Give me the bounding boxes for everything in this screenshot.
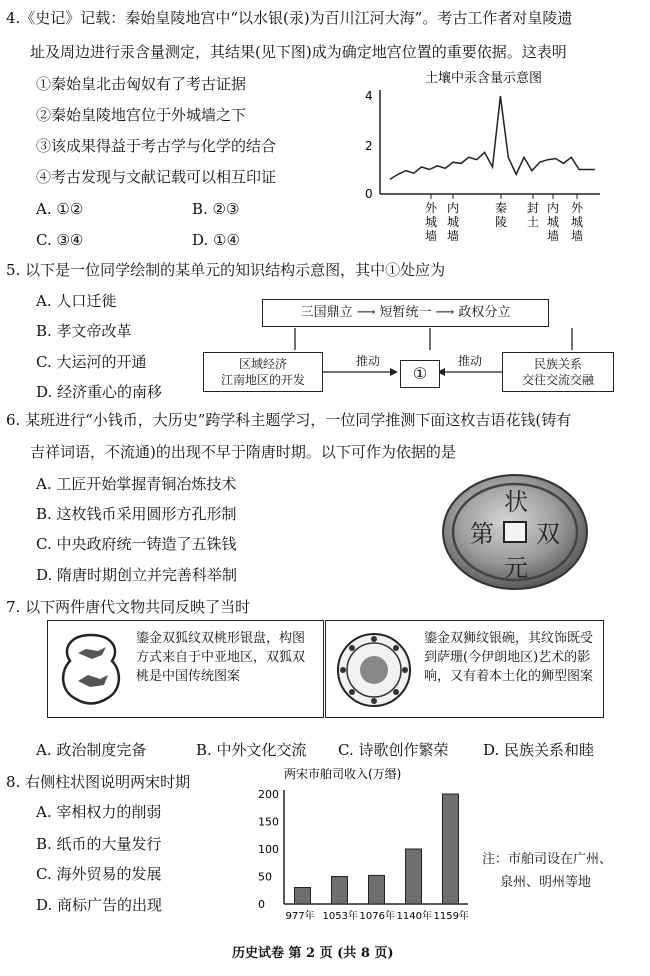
q8-option-a[interactable]: A. 宰相权力的削弱 — [36, 803, 162, 821]
page-footer: 历史试卷 第 2 页 (共 8 页) — [232, 946, 394, 961]
q8-note-line2: 泉州、明州等地 — [500, 875, 592, 890]
mercury-y-tick-2: 2 — [365, 139, 373, 153]
q8-note-line1: 注：市舶司设在广州、 — [482, 852, 613, 867]
bar-1159年 — [443, 794, 459, 904]
q4-statement-2: ②秦始皇陵地宫位于外城墙之下 — [36, 106, 247, 124]
mercury-x-label: 秦陵 — [495, 201, 508, 229]
mercury-x-label: 内城墙 — [547, 201, 560, 243]
diagram-right-line2: 交往交流交融 — [521, 373, 594, 387]
q7-option-a[interactable]: A. 政治制度完备 — [36, 741, 147, 759]
q5-option-b[interactable]: B. 孝文帝改革 — [36, 322, 132, 340]
bar-chart-y-tick: 150 — [258, 815, 279, 829]
q5-option-c[interactable]: C. 大运河的开通 — [36, 353, 147, 371]
bar-chart-y-tick: 50 — [258, 870, 272, 884]
diagram-right-line1: 民族关系 — [533, 357, 582, 371]
q5-option-a[interactable]: A. 人口迁徙 — [36, 292, 117, 310]
q4-statement-1: ①秦始皇北击匈奴有了考古证据 — [36, 75, 247, 93]
mercury-chart-title: 土壤中汞含量示意图 — [425, 71, 543, 86]
diagram-center-text: ① — [412, 364, 428, 383]
q4-option-b[interactable]: B. ②③ — [192, 200, 240, 218]
artifact-silver-bowl-box — [325, 620, 604, 718]
q4-option-c[interactable]: C. ③④ — [36, 231, 84, 249]
q4-stem-line2: 址及周边进行汞含量测定，其结果(见下图)成为确定地宫位置的重要依据。这表明 — [30, 43, 567, 61]
bar-chart-title: 两宋市舶司收入(万缗) — [284, 767, 402, 781]
bar-977年 — [295, 888, 311, 905]
bar-chart-x-label: 1159年 — [433, 911, 469, 922]
diagram-left-line1: 区域经济 — [238, 357, 287, 371]
diagram-top-text: 三国鼎立 ⟶ 短暂统一 ⟶ 政权分立 — [300, 305, 511, 320]
mercury-x-label: 外城墙 — [425, 201, 438, 243]
diagram-edge-left-label: 推动 — [356, 354, 381, 368]
q8-option-c[interactable]: C. 海外贸易的发展 — [36, 865, 162, 883]
q7-option-c[interactable]: C. 诗歌创作繁荣 — [338, 741, 449, 759]
q4-option-a[interactable]: A. ①② — [36, 200, 84, 218]
bar-chart-x-label: 1076年 — [359, 911, 395, 922]
diagram-center-box — [400, 360, 440, 388]
q4-statement-3: ③该成果得益于考古学与化学的结合 — [36, 137, 277, 155]
q6-option-b[interactable]: B. 这枚钱币采用圆形方孔形制 — [36, 505, 237, 523]
q6-stem-line2: 吉祥词语，不流通)的出现不早于隋唐时期。以下可作为依据的是 — [30, 443, 456, 461]
q7-option-d[interactable]: D. 民族关系和睦 — [483, 741, 595, 759]
bar-chart-y-tick: 0 — [258, 898, 265, 911]
mercury-series-line — [390, 96, 595, 179]
bar-chart-x-label: 1140年 — [396, 911, 432, 922]
mercury-y-tick-0: 0 — [365, 187, 373, 201]
q5-option-d[interactable]: D. 经济重心的南移 — [36, 383, 163, 401]
bar-1076年 — [369, 875, 385, 904]
coin-image — [440, 472, 590, 592]
mercury-x-label: 外城墙 — [571, 201, 584, 243]
q7-stem: 7. 以下两件唐代文物共同反映了当时 — [6, 598, 251, 616]
diagram-right-box — [502, 352, 614, 392]
mercury-y-tick-4: 4 — [365, 89, 373, 103]
bar-1140年 — [406, 849, 422, 904]
coin-char-top: 状 — [504, 488, 528, 516]
mercury-line-chart — [355, 62, 620, 252]
trade-revenue-bar-chart — [228, 764, 478, 934]
q7-option-b[interactable]: B. 中外文化交流 — [196, 741, 307, 759]
bar-chart-x-label: 1053年 — [322, 911, 358, 922]
artifact-silver-plate-desc: 鎏金双狐纹双桃形银盘，构图方式来自于中亚地区，双狐双桃是中国传统图案 — [136, 631, 306, 684]
bar-chart-y-tick: 100 — [258, 843, 279, 856]
artifact-silver-plate-box — [47, 620, 324, 718]
q5-stem: 5. 以下是一位同学绘制的某单元的知识结构示意图，其中①处应为 — [6, 261, 446, 279]
fox-plate-icon — [56, 629, 126, 709]
q8-stem: 8. 右侧柱状图说明两宋时期 — [6, 773, 191, 791]
diagram-edge-right-label: 推动 — [458, 354, 483, 368]
bar-chart-x-label: 977年 — [285, 911, 315, 922]
q8-option-d[interactable]: D. 商标广告的出现 — [36, 896, 163, 914]
q4-option-d[interactable]: D. ①④ — [192, 231, 240, 249]
artifact-silver-bowl-desc: 鎏金双狮纹银碗，其纹饰既受到萨珊(今伊朗地区)艺术的影响，又有着本土化的狮型图案 — [424, 631, 594, 684]
q6-option-d[interactable]: D. 隋唐时期创立并完善科举制 — [36, 566, 238, 584]
q6-stem-line1: 6. 某班进行“小钱币，大历史”跨学科主题学习，一位同学推测下面这枚吉语花钱(铸有 — [6, 411, 572, 429]
lion-bowl-icon — [334, 631, 414, 709]
coin-char-left: 第 — [470, 520, 494, 548]
q4-stem-line1: 4.《史记》记载：秦始皇陵地宫中“以水银(汞)为百川江河大海”。考古工作者对皇陵遗 — [6, 9, 573, 27]
coin-char-bottom: 元 — [504, 554, 528, 582]
q6-option-a[interactable]: A. 工匠开始掌握青铜冶炼技术 — [36, 475, 237, 493]
q6-option-c[interactable]: C. 中央政府统一铸造了五铢钱 — [36, 535, 237, 553]
diagram-left-line2: 江南地区的开发 — [220, 373, 305, 387]
diagram-left-box — [203, 352, 323, 392]
bar-1053年 — [332, 877, 348, 905]
bar-chart-y-tick: 200 — [258, 788, 279, 801]
diagram-top-box — [262, 299, 549, 327]
mercury-x-label: 封土 — [527, 201, 540, 229]
coin-char-right: 双 — [536, 520, 560, 548]
q4-statement-4: ④考古发现与文献记载可以相互印证 — [36, 168, 277, 186]
q8-option-b[interactable]: B. 纸币的大量发行 — [36, 835, 162, 853]
mercury-x-label: 内城墙 — [447, 201, 460, 243]
